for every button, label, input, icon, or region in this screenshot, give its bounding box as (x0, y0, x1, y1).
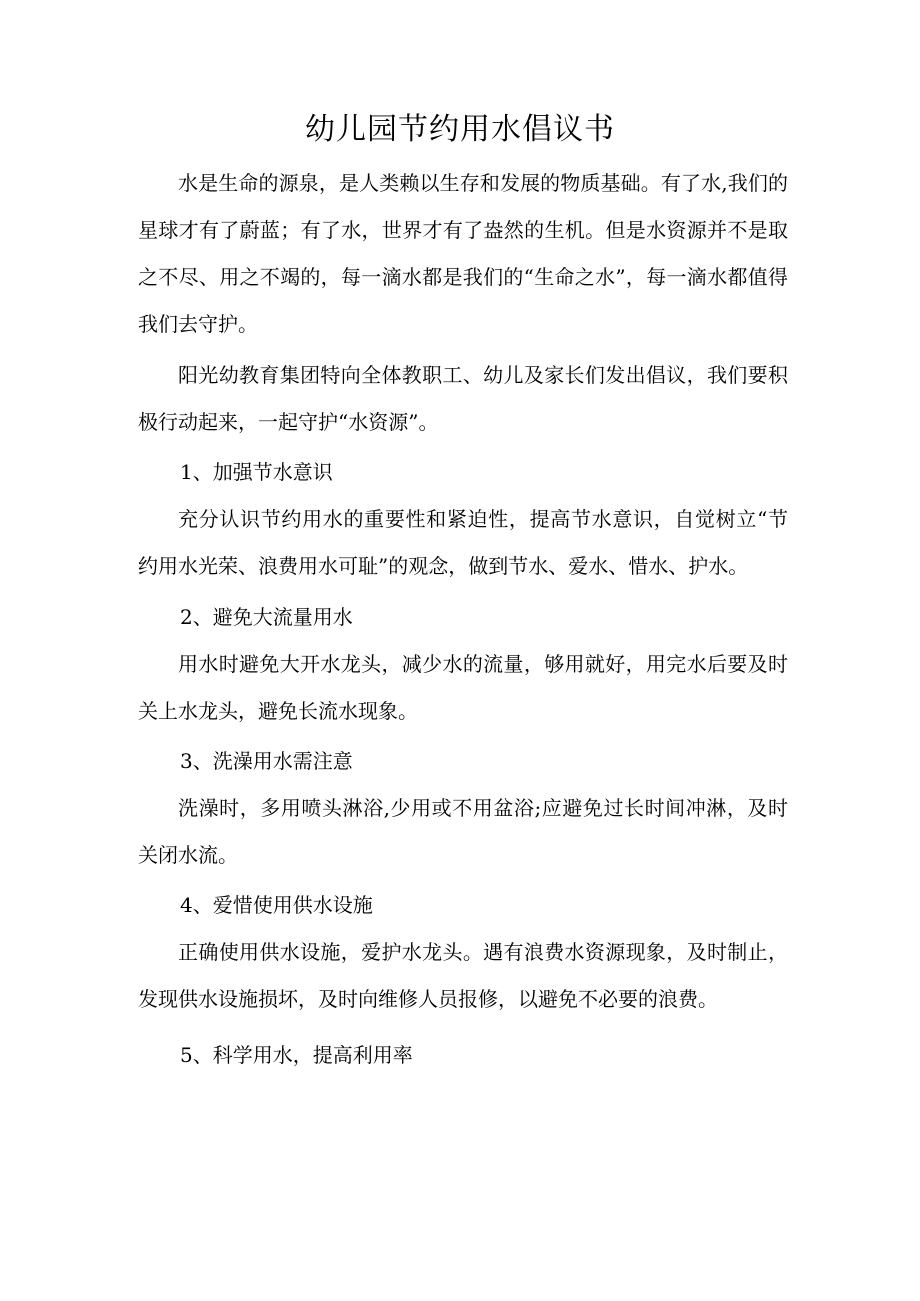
section-2-paragraph: 用水时避免大开水龙头，减少水的流量，够用就好，用完水后要及时关上水龙头，避免长流水现象。 (138, 652, 788, 723)
section-3-heading: 3、洗澡用水需注意 (180, 749, 353, 773)
intro-paragraph: 水是生命的源泉，是人类赖以生存和发展的物质基础。有了水,我们的星球才有了蔚蓝；有了水，世界才有了盎然的生机。但是水资源并不是取之不尽、用之不竭的，每一滴水都是我们的“生命之水”，每一滴水都值得我们去守护。 (138, 171, 788, 336)
call-paragraph: 阳光幼教育集团特向全体教职工、幼儿及家长们发出倡议，我们要积极行动起来，一起守护“水资源”。 (138, 363, 788, 434)
section-2-heading: 2、避免大流量用水 (180, 605, 353, 629)
section-4-paragraph: 正确使用供水设施，爱护水龙头。遇有浪费水资源现象，及时制止，发现供水设施损坏，及时向维修人员报修，以避免不必要的浪费。 (138, 940, 788, 1011)
section-3-paragraph: 洗澡时，多用喷头淋浴,少用或不用盆浴;应避免过长时间冲淋，及时关闭水流。 (138, 796, 788, 867)
document-title: 幼儿园节约用水倡议书 (305, 112, 615, 147)
section-5-heading: 5、科学用水，提高利用率 (180, 1043, 413, 1067)
section-1-heading: 1、加强节水意识 (180, 460, 333, 484)
section-4-heading: 4、爱惜使用供水设施 (180, 893, 373, 917)
section-1-paragraph: 充分认识节约用水的重要性和紧迫性，提高节水意识，自觉树立“节约用水光荣、浪费用水可耻”的观念，做到节水、爱水、惜水、护水。 (138, 507, 788, 578)
